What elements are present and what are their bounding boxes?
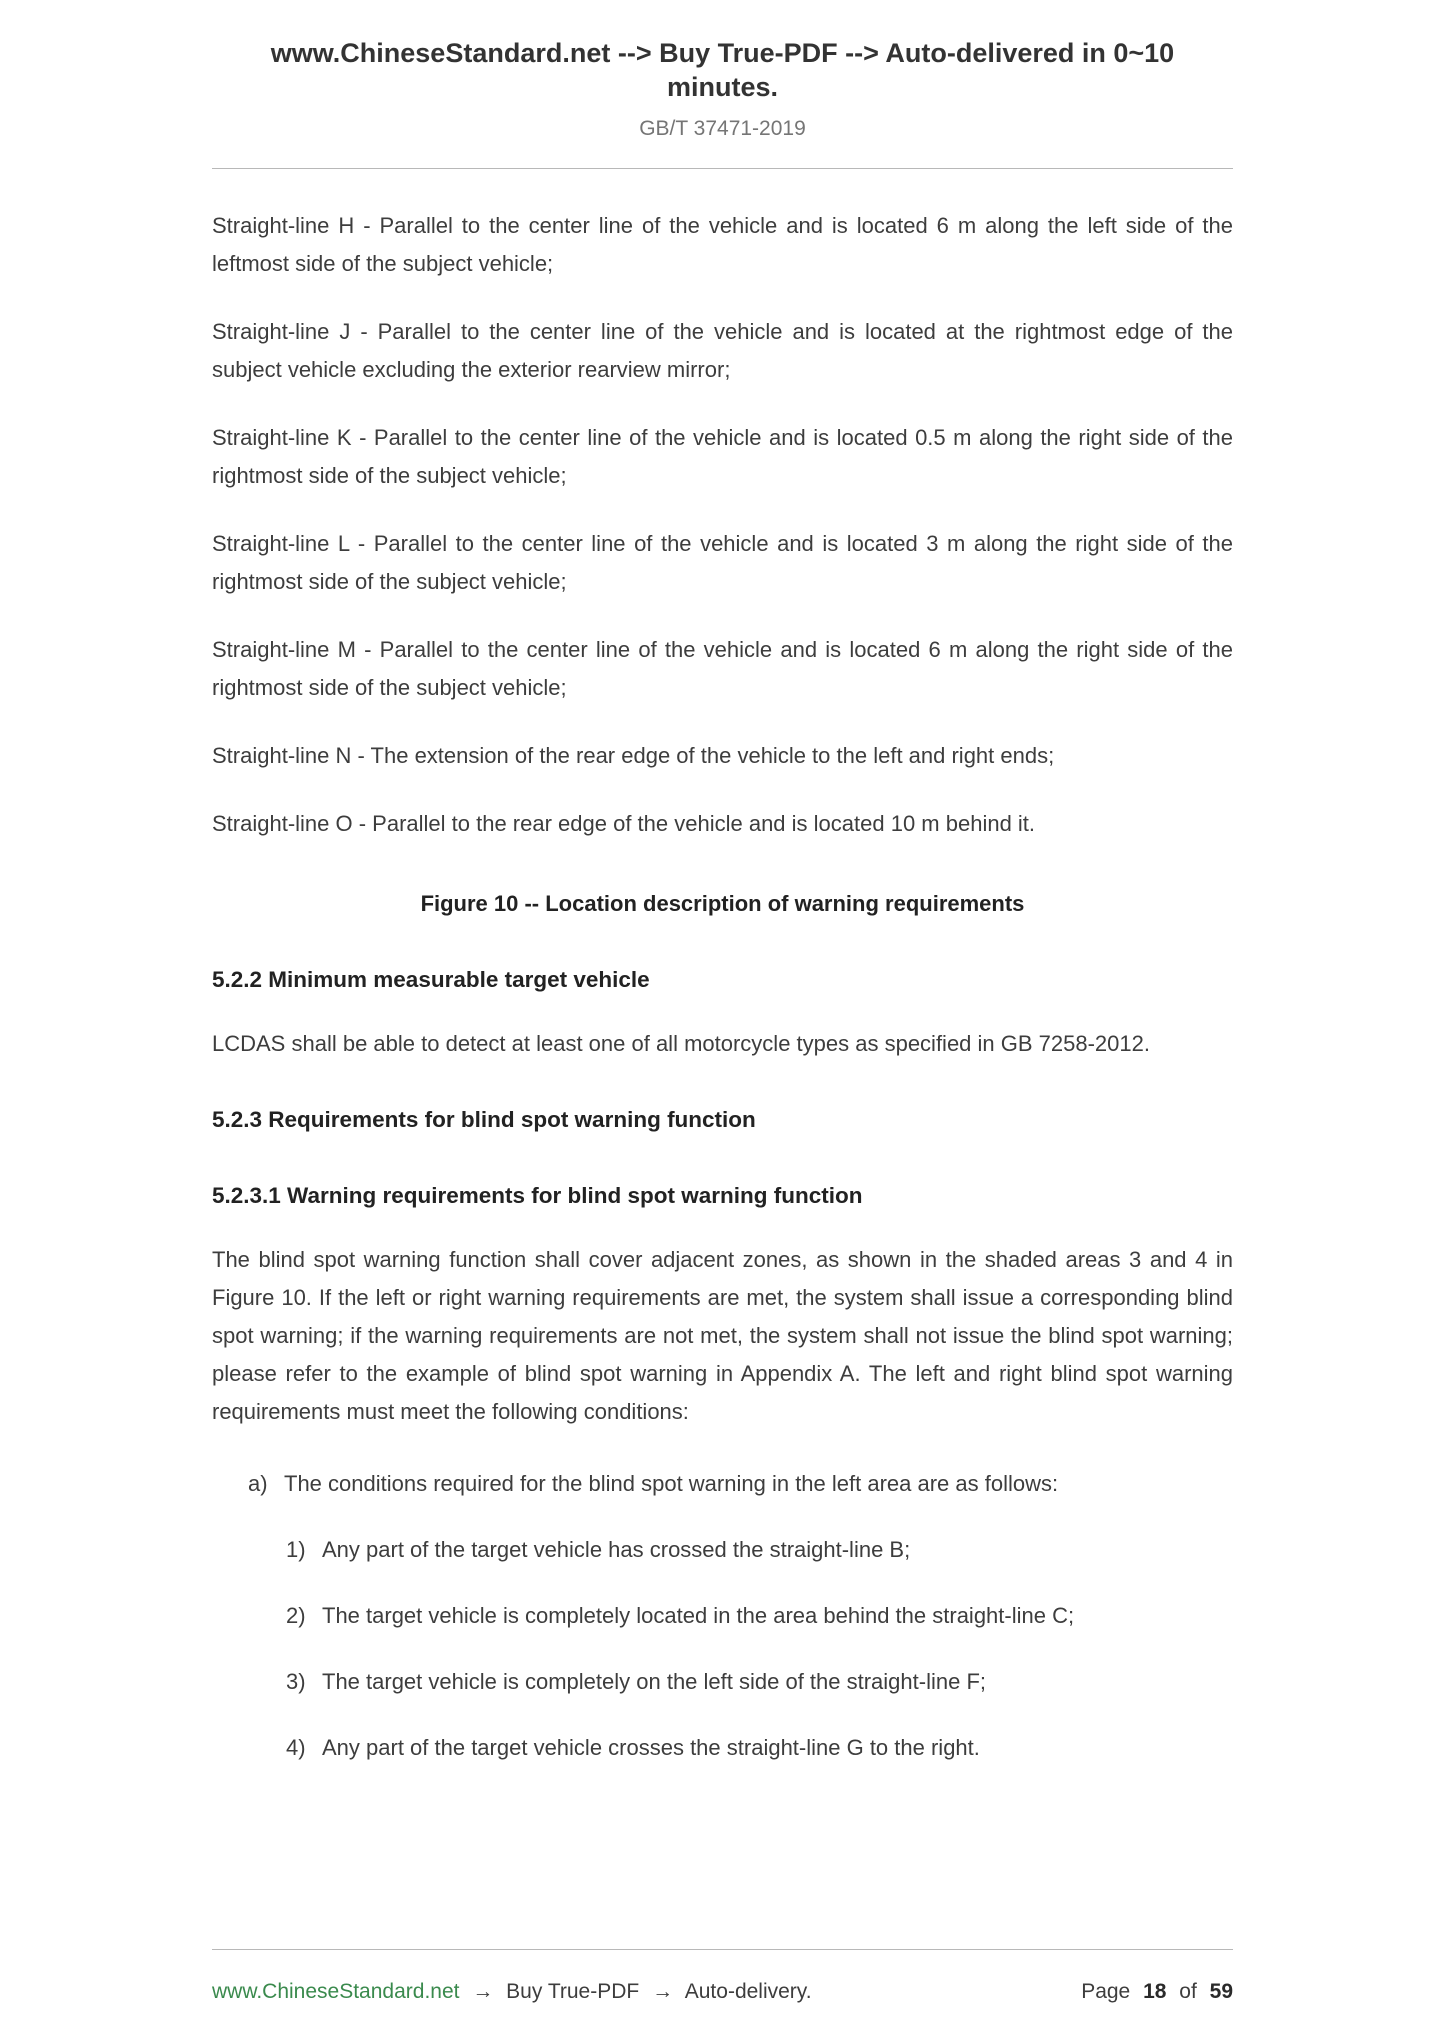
paragraph-5-2-2: LCDAS shall be able to detect at least one of all motorcycle types as specified in GB 7258-2012. <box>212 1031 1150 1056</box>
paragraph-straight-line-m: Straight-line M - Parallel to the center line of the vehicle and is located 6 m along the right side of the rightmost side of the subject vehicle; <box>212 637 1233 700</box>
heading-5-2-3: 5.2.3 Requirements for blind spot warning function <box>212 1107 756 1132</box>
of-label: of <box>1179 1980 1197 2003</box>
list-item-4 <box>286 1729 1233 1767</box>
page-header <box>212 36 1233 169</box>
page-footer <box>212 1949 1233 2004</box>
paragraph-straight-line-k: Straight-line K - Parallel to the center line of the vehicle and is located 0.5 m along the right side of the rightmost side of the subject vehicle; <box>212 425 1233 488</box>
list-item-2 <box>286 1597 1233 1635</box>
footer-divider <box>212 1949 1233 1950</box>
document-body <box>212 207 1233 1767</box>
paragraph-straight-line-n: Straight-line N - The extension of the rear edge of the vehicle to the left and right ends; <box>212 743 1055 768</box>
arrow-icon: → <box>472 1980 494 2003</box>
list-text-3: The target vehicle is completely on the left side of the straight-line F; <box>322 1669 986 1694</box>
list-item-3 <box>286 1663 1233 1701</box>
list-text-4: Any part of the target vehicle crosses the straight-line G to the right. <box>322 1735 980 1760</box>
paragraph-straight-line-l: Straight-line L - Parallel to the center line of the vehicle and is located 3 m along the right side of the rightmost side of the subject vehicle; <box>212 531 1233 594</box>
list-item-a <box>248 1465 1233 1503</box>
header-divider <box>212 168 1233 169</box>
document-number: GB/T 37471-2019 <box>639 117 806 140</box>
paragraph-5-2-3-1: The blind spot warning function shall cover adjacent zones, as shown in the shaded areas 3 and 4 in Figure 10. If the left or right warning requirements are met, the system shall issue a corresponding blind spot warning; if the warning requirements are not met, the system shall not issue the blind spot warning; please refer to the example of blind spot warning in Appendix A. The left and right blind spot warning requirements must meet the following conditions: <box>212 1247 1233 1424</box>
page-total: 59 <box>1209 1980 1233 2003</box>
site-link[interactable]: www.ChineseStandard.net <box>212 1980 460 2003</box>
list-marker-3: 3) <box>286 1669 306 1694</box>
header-title: www.ChineseStandard.net --> Buy True-PDF --> Auto-delivered in 0~10 minutes. <box>270 38 1175 102</box>
list-text-1: Any part of the target vehicle has crossed the straight-line B; <box>322 1537 911 1562</box>
list-marker-4: 4) <box>286 1735 306 1760</box>
paragraph-straight-line-j: Straight-line J - Parallel to the center line of the vehicle and is located at the rightmost edge of the subject vehicle excluding the exterior rearview mirror; <box>212 319 1233 382</box>
heading-5-2-2: 5.2.2 Minimum measurable target vehicle <box>212 967 650 992</box>
paragraph-straight-line-o: Straight-line O - Parallel to the rear edge of the vehicle and is located 10 m behind it. <box>212 811 1036 836</box>
arrow-icon: → <box>652 1980 674 2003</box>
page-label: Page <box>1081 1980 1131 2003</box>
list-text-a: The conditions required for the blind spot warning in the left area are as follows: <box>284 1471 1059 1496</box>
list-item-1 <box>286 1531 1233 1569</box>
list-marker-1: 1) <box>286 1537 306 1562</box>
paragraph-straight-line-h: Straight-line H - Parallel to the center line of the vehicle and is located 6 m along the left side of the leftmost side of the subject vehicle; <box>212 213 1233 276</box>
page-current: 18 <box>1143 1980 1167 2003</box>
list-text-2: The target vehicle is completely located in the area behind the straight-line C; <box>322 1603 1075 1628</box>
footer-delivery-label: Auto-delivery. <box>684 1980 812 2003</box>
list-marker-2: 2) <box>286 1603 306 1628</box>
footer-source-line <box>212 1980 819 2004</box>
list-marker-a: a) <box>248 1471 268 1496</box>
page-indicator <box>1074 1980 1233 2004</box>
footer-buy-label: Buy True-PDF <box>506 1980 640 2003</box>
figure-caption: Figure 10 -- Location description of warning requirements <box>420 891 1025 916</box>
heading-5-2-3-1: 5.2.3.1 Warning requirements for blind spot warning function <box>212 1183 863 1208</box>
